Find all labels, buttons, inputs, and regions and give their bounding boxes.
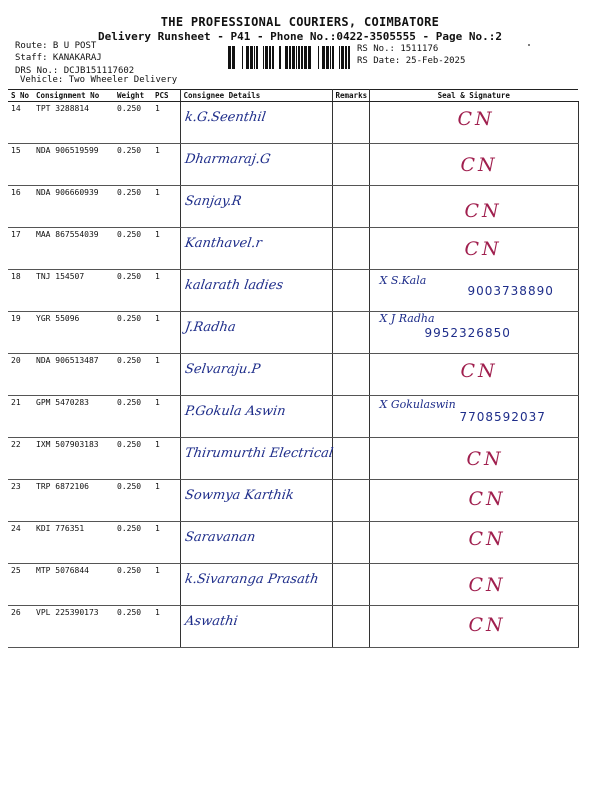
consignee-handwriting: Aswathi bbox=[183, 614, 239, 629]
receiver-signature: X Gokulaswin bbox=[379, 398, 456, 411]
barcode-bar bbox=[339, 46, 340, 69]
barcode-bar bbox=[326, 46, 329, 69]
consignment-cell: VPL 225390173 bbox=[33, 606, 114, 648]
receiver-signature: X S.Kala bbox=[379, 274, 427, 287]
seal-mark: CN bbox=[457, 108, 495, 130]
barcode-bar bbox=[330, 46, 331, 69]
consignment-cell: NDA 906513487 bbox=[33, 354, 114, 396]
pcs-cell: 1 bbox=[152, 144, 180, 186]
remarks-cell bbox=[332, 144, 369, 186]
sno-cell: 14 bbox=[8, 102, 33, 144]
table-row bbox=[8, 228, 578, 270]
seal-mark: CN bbox=[468, 574, 506, 596]
pcs-cell: 1 bbox=[152, 396, 180, 438]
consignment-cell: YGR 55096 bbox=[33, 312, 114, 354]
vehicle-label: Vehicle: Two Wheeler Delivery bbox=[20, 75, 178, 85]
consignment-cell: GPM 5470283 bbox=[33, 396, 114, 438]
seal-mark: CN bbox=[464, 238, 502, 260]
sno-cell: 24 bbox=[8, 522, 33, 564]
seal-mark: CN bbox=[468, 528, 506, 550]
seal-mark: CN bbox=[466, 448, 504, 470]
sno-cell: 23 bbox=[8, 480, 33, 522]
barcode-bar bbox=[296, 46, 297, 69]
pcs-cell: 1 bbox=[152, 270, 180, 312]
barcode-bar bbox=[298, 46, 300, 69]
barcode-bar bbox=[246, 46, 249, 69]
consignee-handwriting: Saravanan bbox=[183, 530, 256, 545]
consignee-cell bbox=[180, 144, 332, 186]
sno-cell: 18 bbox=[8, 270, 33, 312]
table-row bbox=[8, 270, 578, 312]
rs-number: RS No.: 1511176 bbox=[357, 44, 439, 54]
pcs-cell: 1 bbox=[152, 438, 180, 480]
pcs-cell: 1 bbox=[152, 564, 180, 606]
weight-cell: 0.250 bbox=[114, 606, 152, 648]
seal-mark: CN bbox=[464, 200, 502, 222]
route-label: Route: B U POST bbox=[15, 41, 97, 51]
consignee-cell bbox=[180, 228, 332, 270]
barcode-bar bbox=[322, 46, 325, 69]
weight-cell: 0.250 bbox=[114, 186, 152, 228]
remarks-cell bbox=[332, 396, 369, 438]
consignee-handwriting: Sowmya Karthik bbox=[183, 488, 295, 503]
seal-cell bbox=[369, 564, 578, 606]
barcode-bar bbox=[345, 46, 347, 69]
table-row bbox=[8, 438, 578, 480]
table-row bbox=[8, 144, 578, 186]
table-row bbox=[8, 480, 578, 522]
consignee-cell bbox=[180, 480, 332, 522]
remarks-cell bbox=[332, 480, 369, 522]
seal-cell bbox=[369, 144, 578, 186]
barcode-bar bbox=[301, 46, 303, 69]
barcode-bar bbox=[341, 46, 344, 69]
sno-cell: 21 bbox=[8, 396, 33, 438]
barcode-image bbox=[228, 46, 352, 69]
seal-mark: CN bbox=[460, 154, 498, 176]
seal-cell bbox=[369, 312, 578, 354]
table-row bbox=[8, 606, 578, 648]
consignment-cell: MTP 5076844 bbox=[33, 564, 114, 606]
col-header: Weight bbox=[114, 90, 152, 102]
seal-cell bbox=[369, 186, 578, 228]
consignment-cell: NDA 906660939 bbox=[33, 186, 114, 228]
consignee-cell bbox=[180, 438, 332, 480]
seal-mark: CN bbox=[468, 614, 506, 636]
pcs-cell: 1 bbox=[152, 522, 180, 564]
table-row bbox=[8, 564, 578, 606]
seal-mark: CN bbox=[468, 488, 506, 510]
consignment-cell: TPT 3288814 bbox=[33, 102, 114, 144]
sno-cell: 15 bbox=[8, 144, 33, 186]
consignee-cell bbox=[180, 564, 332, 606]
barcode-bar bbox=[318, 46, 319, 69]
barcode-bar bbox=[308, 46, 311, 69]
table-row bbox=[8, 102, 578, 144]
consignee-cell bbox=[180, 312, 332, 354]
weight-cell: 0.250 bbox=[114, 270, 152, 312]
seal-cell bbox=[369, 480, 578, 522]
runsheet-subtitle: Delivery Runsheet - P41 - Phone No.:0422-3505555 - Page No.:2 bbox=[98, 30, 502, 43]
table-row bbox=[8, 186, 578, 228]
barcode-bar bbox=[285, 46, 288, 69]
pcs-cell: 1 bbox=[152, 312, 180, 354]
receiver-phone: 7708592037 bbox=[459, 410, 546, 424]
company-title: THE PROFESSIONAL COURIERS, COIMBATORE bbox=[160, 15, 440, 29]
weight-cell: 0.250 bbox=[114, 522, 152, 564]
sno-cell: 19 bbox=[8, 312, 33, 354]
consignee-handwriting: k.G.Seenthil bbox=[183, 110, 267, 125]
consignment-cell: TNJ 154507 bbox=[33, 270, 114, 312]
remarks-cell bbox=[332, 228, 369, 270]
consignee-handwriting: Selvaraju.P bbox=[183, 362, 261, 377]
table-row bbox=[8, 522, 578, 564]
weight-cell: 0.250 bbox=[114, 396, 152, 438]
consignee-handwriting: Kanthavel.r bbox=[183, 236, 263, 251]
barcode-bar bbox=[242, 46, 243, 69]
consignee-cell bbox=[180, 186, 332, 228]
barcode-bar bbox=[228, 46, 231, 69]
rs-date: RS Date: 25-Feb-2025 bbox=[357, 56, 466, 66]
weight-cell: 0.250 bbox=[114, 480, 152, 522]
col-header: S No bbox=[8, 90, 33, 102]
consignee-cell bbox=[180, 606, 332, 648]
pcs-cell: 1 bbox=[152, 354, 180, 396]
remarks-cell bbox=[332, 522, 369, 564]
consignee-handwriting: Sanjay.R bbox=[183, 194, 242, 209]
weight-cell: 0.250 bbox=[114, 564, 152, 606]
seal-cell bbox=[369, 102, 578, 144]
table-row bbox=[8, 354, 578, 396]
drs-number: DRS No.: DCJB151117602 bbox=[15, 66, 135, 76]
weight-cell: 0.250 bbox=[114, 438, 152, 480]
pcs-cell: 1 bbox=[152, 606, 180, 648]
consignee-handwriting: Thirumurthi Electrical bbox=[183, 446, 334, 461]
remarks-cell bbox=[332, 186, 369, 228]
col-header: PCS bbox=[152, 90, 180, 102]
barcode-bar bbox=[289, 46, 291, 69]
runsheet-table bbox=[8, 89, 579, 648]
weight-cell: 0.250 bbox=[114, 312, 152, 354]
remarks-cell bbox=[332, 606, 369, 648]
barcode-bar bbox=[272, 46, 274, 69]
consignee-handwriting: kalarath ladies bbox=[183, 278, 284, 293]
consignee-handwriting: J.Radha bbox=[183, 320, 237, 335]
remarks-cell bbox=[332, 438, 369, 480]
consignee-cell bbox=[180, 396, 332, 438]
weight-cell: 0.250 bbox=[114, 228, 152, 270]
barcode-bar bbox=[292, 46, 295, 69]
barcode-bar bbox=[265, 46, 268, 69]
barcode-bar bbox=[256, 46, 258, 69]
barcode-bar bbox=[304, 46, 307, 69]
table-row bbox=[8, 312, 578, 354]
seal-cell bbox=[369, 228, 578, 270]
seal-cell bbox=[369, 606, 578, 648]
barcode-bar bbox=[232, 46, 235, 69]
pcs-cell: 1 bbox=[152, 102, 180, 144]
barcode-bar bbox=[332, 46, 334, 69]
runsheet-rows bbox=[8, 102, 578, 648]
sno-cell: 16 bbox=[8, 186, 33, 228]
barcode-bar bbox=[263, 46, 264, 69]
sno-cell: 17 bbox=[8, 228, 33, 270]
seal-cell bbox=[369, 438, 578, 480]
barcode-bar bbox=[348, 46, 350, 69]
remarks-cell bbox=[332, 270, 369, 312]
receiver-signature: X J Radha bbox=[379, 312, 435, 325]
col-header: Seal & Signature bbox=[369, 90, 578, 102]
col-header: Consignee Details bbox=[180, 90, 332, 102]
consignment-cell: IXM 507903183 bbox=[33, 438, 114, 480]
consignment-cell: TRP 6872106 bbox=[33, 480, 114, 522]
consignee-cell bbox=[180, 354, 332, 396]
consignment-cell: KDI 776351 bbox=[33, 522, 114, 564]
remarks-cell bbox=[332, 354, 369, 396]
seal-cell bbox=[369, 270, 578, 312]
consignment-cell: MAA 867554039 bbox=[33, 228, 114, 270]
pcs-cell: 1 bbox=[152, 480, 180, 522]
consignee-handwriting: P.Gokula Aswin bbox=[183, 404, 287, 419]
seal-cell bbox=[369, 522, 578, 564]
table-header-row bbox=[8, 90, 578, 102]
barcode-bar bbox=[250, 46, 253, 69]
receiver-phone: 9952326850 bbox=[424, 326, 511, 340]
remarks-cell bbox=[332, 312, 369, 354]
staff-label: Staff: KANAKARAJ bbox=[15, 53, 102, 63]
scan-speck bbox=[528, 44, 530, 46]
consignee-handwriting: Dharmaraj.G bbox=[183, 152, 271, 167]
consignee-cell bbox=[180, 102, 332, 144]
remarks-cell bbox=[332, 564, 369, 606]
sno-cell: 22 bbox=[8, 438, 33, 480]
pcs-cell: 1 bbox=[152, 228, 180, 270]
weight-cell: 0.250 bbox=[114, 144, 152, 186]
weight-cell: 0.250 bbox=[114, 354, 152, 396]
seal-cell bbox=[369, 354, 578, 396]
barcode-bar bbox=[269, 46, 271, 69]
remarks-cell bbox=[332, 102, 369, 144]
receiver-phone: 9003738890 bbox=[467, 284, 554, 298]
sno-cell: 26 bbox=[8, 606, 33, 648]
table-row bbox=[8, 396, 578, 438]
consignment-cell: NDA 906519599 bbox=[33, 144, 114, 186]
consignee-handwriting: k.Sivaranga Prasath bbox=[183, 572, 320, 587]
pcs-cell: 1 bbox=[152, 186, 180, 228]
consignee-cell bbox=[180, 270, 332, 312]
weight-cell: 0.250 bbox=[114, 102, 152, 144]
seal-mark: CN bbox=[460, 360, 498, 382]
sno-cell: 25 bbox=[8, 564, 33, 606]
barcode-bar bbox=[279, 46, 281, 69]
barcode-bar bbox=[254, 46, 255, 69]
col-header: Remarks bbox=[332, 90, 369, 102]
consignee-cell bbox=[180, 522, 332, 564]
seal-cell bbox=[369, 396, 578, 438]
sno-cell: 20 bbox=[8, 354, 33, 396]
col-header: Consignment No bbox=[33, 90, 114, 102]
